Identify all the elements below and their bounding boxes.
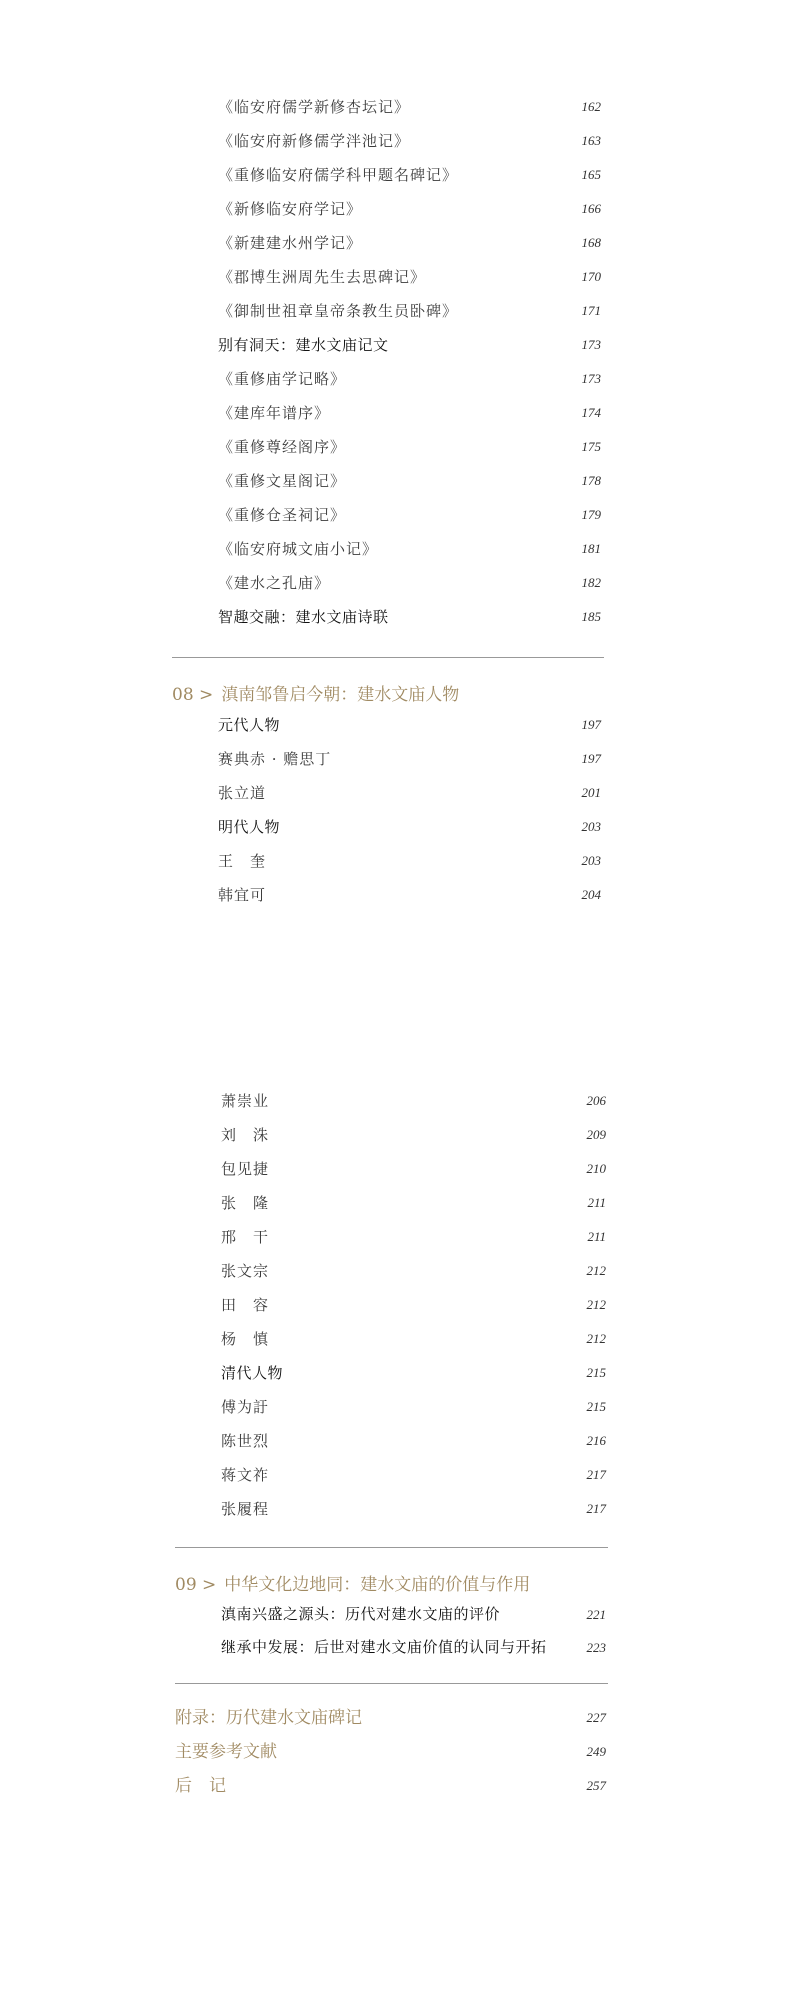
toc-entry [0, 396, 790, 430]
toc-section-3 [0, 1084, 790, 1526]
toc-entry [0, 1288, 790, 1322]
toc-entry [0, 1735, 790, 1769]
toc-entry [0, 1152, 790, 1186]
toc-page-number: 178 [581, 473, 601, 488]
toc-entry [0, 1322, 790, 1356]
toc-page-number: 227 [586, 1710, 606, 1725]
toc-page-number: 215 [586, 1365, 606, 1380]
toc-entry-title: 张文宗 [221, 1262, 270, 1280]
toc-entry [0, 1424, 790, 1458]
toc-page-number: 210 [586, 1161, 606, 1176]
toc-chapter-08-entries [0, 708, 790, 912]
section-divider [172, 657, 604, 658]
toc-page-number: 170 [581, 269, 601, 284]
toc-entry-title: 《临安府城文庙小记》 [218, 540, 379, 558]
toc-entry [0, 328, 790, 362]
toc-page-number: 181 [581, 541, 601, 556]
toc-page-number: 212 [586, 1331, 606, 1346]
toc-page-number: 221 [586, 1607, 606, 1622]
toc-entry-title: 蒋文祚 [221, 1466, 270, 1484]
toc-page-number: 249 [586, 1744, 606, 1759]
toc-entry-title: 《郡博生洲周先生去思碑记》 [218, 268, 427, 286]
chapter-08-title: 滇南邹鲁启今朝：建水文庙人物 [221, 685, 460, 705]
toc-page-number: 179 [581, 507, 601, 522]
toc-entry [0, 1769, 790, 1803]
toc-entry [0, 1356, 790, 1390]
toc-page-number: 173 [581, 337, 601, 352]
toc-entry [0, 844, 790, 878]
toc-entry-title: 张 隆 [221, 1194, 270, 1212]
toc-page-number: 257 [586, 1778, 606, 1793]
toc-subheading: 元代人物 [218, 716, 281, 734]
toc-page-number: 212 [586, 1297, 606, 1312]
section-divider [175, 1547, 608, 1548]
toc-page-number: 185 [581, 609, 601, 624]
toc-entry [0, 1598, 790, 1631]
chapter-09-number: 09 > [175, 1575, 217, 1595]
toc-entry-title: 《建库年谱序》 [218, 404, 331, 422]
toc-page-number: 166 [581, 201, 601, 216]
toc-entry [0, 1220, 790, 1254]
toc-page-number: 182 [581, 575, 601, 590]
toc-subheading: 清代人物 [221, 1364, 284, 1382]
toc-subheading: 别有洞天：建水文庙记文 [218, 336, 389, 354]
toc-page-number: 215 [586, 1399, 606, 1414]
toc-entry [0, 708, 790, 742]
toc-entry-title: 陈世烈 [221, 1432, 270, 1450]
toc-page-number: 206 [586, 1093, 606, 1108]
toc-entry [0, 90, 790, 124]
toc-entry-title: 《重修庙学记略》 [218, 370, 347, 388]
toc-entry-title: 主要参考文献 [175, 1742, 277, 1762]
toc-entry-title: 《临安府儒学新修杏坛记》 [218, 98, 411, 116]
toc-entry-title: 《重修临安府儒学科甲题名碑记》 [218, 166, 459, 184]
toc-entry [0, 226, 790, 260]
toc-entry-title: 张履程 [221, 1500, 270, 1518]
toc-page-number: 209 [586, 1127, 606, 1142]
toc-entry-title: 附录：历代建水文庙碑记 [175, 1708, 362, 1728]
toc-entry [0, 810, 790, 844]
toc-page-number: 162 [581, 99, 601, 114]
toc-page-number: 203 [581, 819, 601, 834]
toc-page-number: 212 [586, 1263, 606, 1278]
toc-entry [0, 294, 790, 328]
toc-entry [0, 124, 790, 158]
toc-entry-title: 《重修文星阁记》 [218, 472, 347, 490]
toc-entry [0, 1254, 790, 1288]
toc-entry-title: 《临安府新修儒学泮池记》 [218, 132, 411, 150]
toc-entry [0, 742, 790, 776]
toc-entry [0, 260, 790, 294]
toc-page-number: 174 [581, 405, 601, 420]
toc-page-number: 197 [581, 717, 601, 732]
toc-chapter-09-entries [0, 1598, 790, 1664]
toc-subheading: 继承中发展：后世对建水文庙价值的认同与开拓 [221, 1638, 547, 1656]
toc-entry [0, 498, 790, 532]
toc-entry-title: 《御制世祖章皇帝条教生员卧碑》 [218, 302, 459, 320]
toc-page-number: 223 [586, 1640, 606, 1655]
toc-entry-title: 《重修仓圣祠记》 [218, 506, 347, 524]
toc-entry-title: 后 记 [175, 1776, 226, 1796]
toc-page-number: 175 [581, 439, 601, 454]
toc-page-number: 163 [581, 133, 601, 148]
chapter-08-number: 08 > [172, 685, 214, 705]
toc-entry-title: 杨 慎 [221, 1330, 270, 1348]
toc-page-number: 201 [581, 785, 601, 800]
toc-page-number: 203 [581, 853, 601, 868]
chapter-09-title: 中华文化边地同：建水文庙的价值与作用 [224, 1575, 531, 1595]
toc-page-number: 168 [581, 235, 601, 250]
toc-subheading: 滇南兴盛之源头：历代对建水文庙的评价 [221, 1605, 501, 1623]
toc-page-number: 217 [586, 1467, 606, 1482]
toc-entry [0, 566, 790, 600]
toc-entry [0, 362, 790, 396]
chapter-08-heading [172, 680, 459, 705]
toc-subheading: 智趣交融：建水文庙诗联 [218, 608, 389, 626]
toc-entry-title: 田 容 [221, 1296, 270, 1314]
toc-subheading: 明代人物 [218, 818, 281, 836]
toc-entry-title: 刘 洙 [221, 1126, 270, 1144]
toc-entry [0, 1631, 790, 1664]
toc-entry [0, 192, 790, 226]
toc-entry-title: 张立道 [218, 784, 267, 802]
toc-entry [0, 1118, 790, 1152]
toc-entry [0, 1084, 790, 1118]
toc-entry-title: 韩宜可 [218, 886, 267, 904]
toc-entry [0, 1701, 790, 1735]
toc-entry [0, 600, 790, 634]
toc-entry-title: 《重修尊经阁序》 [218, 438, 347, 456]
toc-entry [0, 464, 790, 498]
toc-entry-title: 《建水之孔庙》 [218, 574, 331, 592]
toc-entry [0, 1492, 790, 1526]
toc-entry-title: 萧崇业 [221, 1092, 270, 1110]
toc-entry-title: 邢 干 [221, 1228, 270, 1246]
toc-entry [0, 878, 790, 912]
toc-entry-title: 《新建建水州学记》 [218, 234, 363, 252]
toc-page-number: 171 [581, 303, 601, 318]
toc-page-number: 216 [586, 1433, 606, 1448]
section-divider [175, 1683, 608, 1684]
toc-entry [0, 532, 790, 566]
toc-page-number: 217 [586, 1501, 606, 1516]
toc-entry [0, 158, 790, 192]
toc-section-1 [0, 90, 790, 634]
toc-page-number: 204 [581, 887, 601, 902]
toc-entry [0, 1458, 790, 1492]
toc-entry-title: 赛典赤 · 赡思丁 [218, 750, 332, 768]
chapter-09-heading [175, 1570, 530, 1595]
toc-entry-title: 包见捷 [221, 1160, 270, 1178]
toc-entry [0, 776, 790, 810]
toc-page-number: 211 [587, 1195, 606, 1210]
toc-entry-title: 傅为訏 [221, 1398, 270, 1416]
toc-entry [0, 1390, 790, 1424]
toc-entry-title: 王 奎 [218, 852, 267, 870]
toc-entry [0, 430, 790, 464]
toc-entry [0, 1186, 790, 1220]
toc-appendix [0, 1701, 790, 1803]
toc-page-number: 173 [581, 371, 601, 386]
toc-entry-title: 《新修临安府学记》 [218, 200, 363, 218]
toc-page-number: 165 [581, 167, 601, 182]
toc-page-number: 197 [581, 751, 601, 766]
toc-page-number: 211 [587, 1229, 606, 1244]
